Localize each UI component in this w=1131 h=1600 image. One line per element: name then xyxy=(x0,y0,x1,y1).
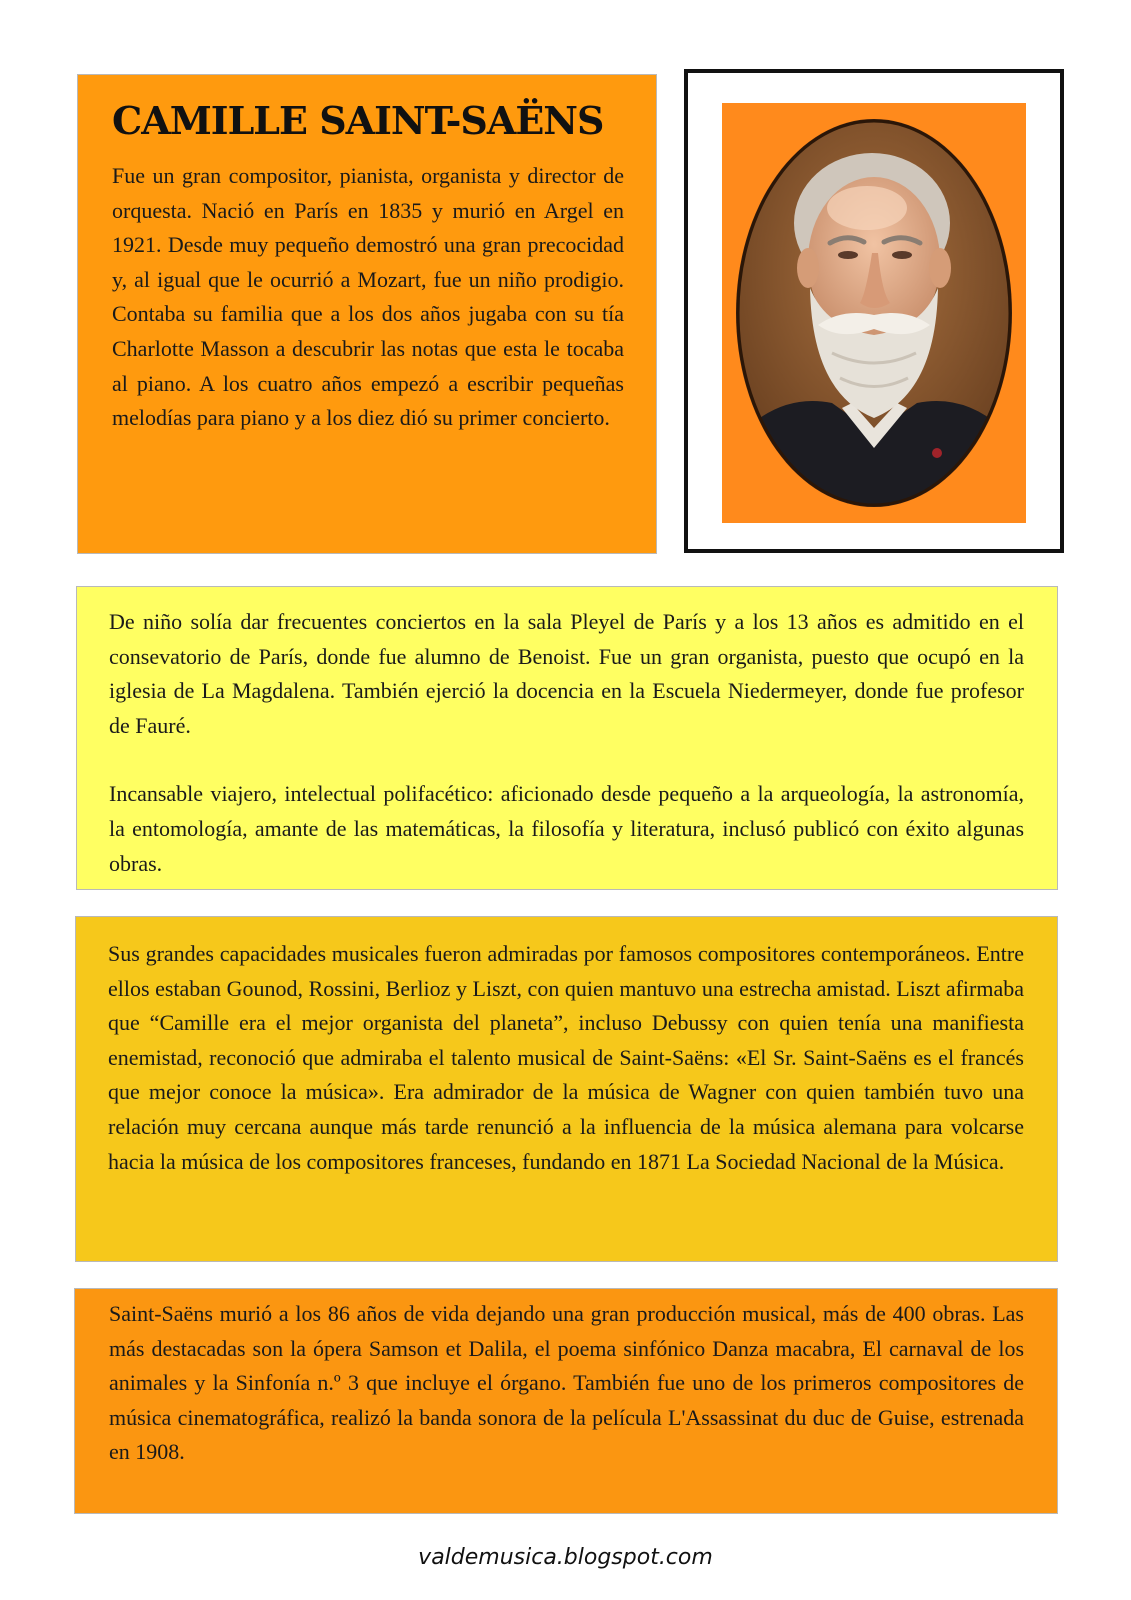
interests-paragraph: Incansable viajero, intelectual polifacético: aficionado desde pequeño a la arqueología, la astronomía, la entomología, amante de las matemáticas, la filosofía y literatura, inclusó publicó con éxito algunas obras. xyxy=(109,781,1024,876)
footer-url: valdemusica.blogspot.com xyxy=(418,1545,713,1570)
composer-portrait-icon xyxy=(722,103,1026,523)
portrait-frame xyxy=(684,69,1064,553)
legacy-section xyxy=(74,1288,1058,1514)
page-title: CAMILLE SAINT-SAËNS xyxy=(112,98,604,143)
intro-paragraph: Fue un gran compositor, pianista, organista y director de orquesta. Nació en París en 1835 y murió en Argel en 1921. Desde muy pequeño demostró una gran precocidad y, al igual que le ocurrió a Mozart, fue un niño prodigio. Contaba su familia que a los dos años jugaba con su tía Charlotte Masson a descubrir las notas que esta le tocaba al piano. A los cuatro años empezó a escribir pequeñas melodías para piano y a los diez dió su primer concierto. xyxy=(112,163,624,431)
childhood-section xyxy=(76,586,1058,890)
paragraph-spacer xyxy=(109,743,1024,777)
legacy-paragraph: Saint-Saëns murió a los 86 años de vida dejando una gran producción musical, más de 400 obras. Las más destacadas son la ópera Samson et Dalila, el poema sinfónico Danza macabra, El carnaval de los animales y la Sinfonía n.º 3 que incluye el órgano. También fue uno de los primeros compositores de música cinematográfica, realizó la banda sonora de la película L'Assassinat du duc de Guise, estrenada en 1908. xyxy=(109,1301,1024,1465)
childhood-paragraph: De niño solía dar frecuentes conciertos en la sala Pleyel de París y a los 13 años es admitido en el consevatorio de París, donde fue alumno de Benoist. Fue un gran organista, puesto que ocupó en la iglesia de La Magdalena. También ejerció la docencia en la Escuela Niedermeyer, donde fue profesor de Fauré. xyxy=(109,609,1024,738)
intro-box xyxy=(77,74,657,554)
contemporaries-paragraph: Sus grandes capacidades musicales fueron admiradas por famosos compositores contemporáneos. Entre ellos estaban Gounod, Rossini, Berlioz y Liszt, con quien mantuvo una estrecha amistad. Liszt afirmaba que “Camille era el mejor organista del planeta”, incluso Debussy con quien tenía una manifiesta enemistad, reconoció que admiraba el talento musical de Saint-Saëns: «El Sr. Saint-Saëns es el francés que mejor conoce la música». Era admirador de la música de Wagner con quien también tuvo una relación muy cercana aunque más tarde renunció a la influencia de la música alemana para volcarse hacia la música de los compositores franceses, fundando en 1871 La Sociedad Nacional de la Música. xyxy=(108,941,1024,1174)
contemporaries-section xyxy=(75,916,1058,1262)
portrait-background xyxy=(722,103,1026,523)
